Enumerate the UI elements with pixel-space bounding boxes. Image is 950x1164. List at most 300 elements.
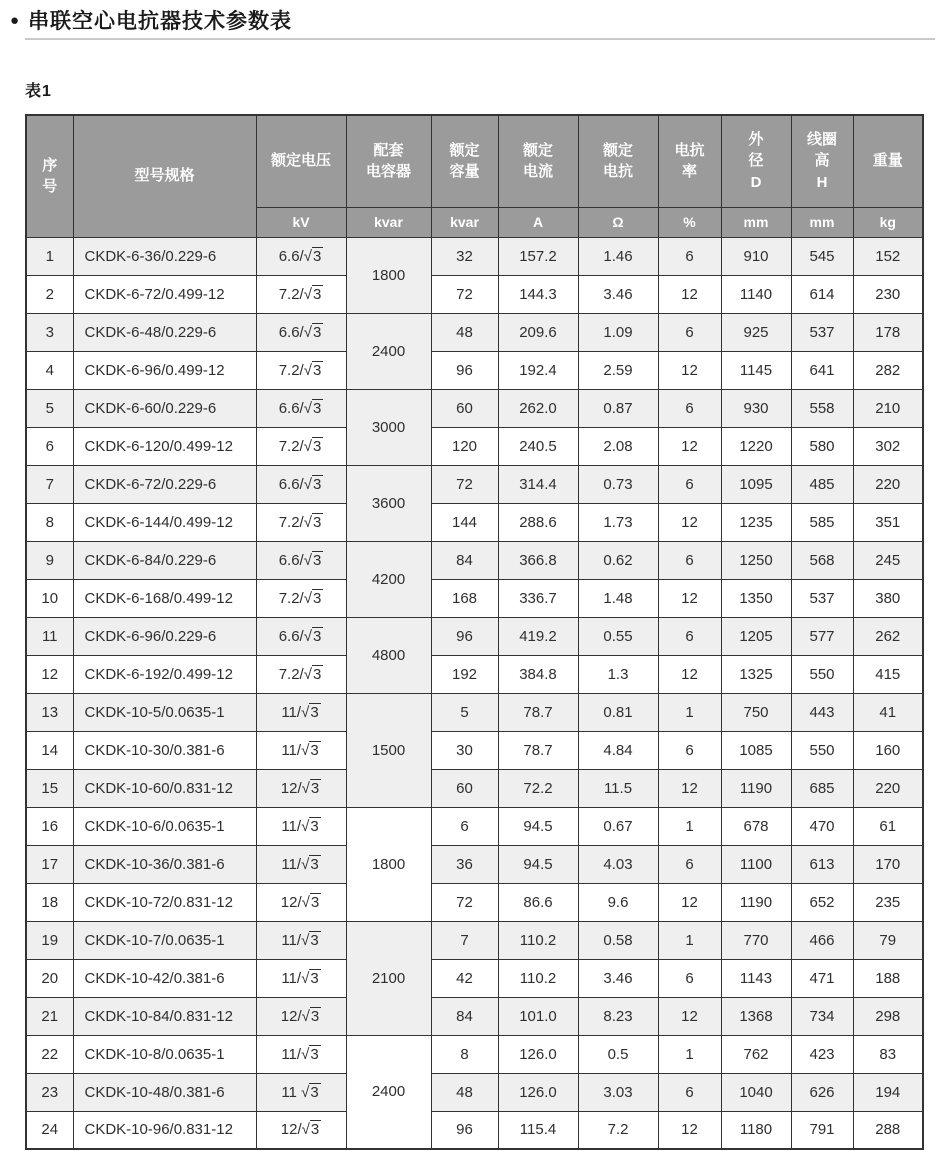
- cell-weight: 415: [853, 655, 923, 693]
- sqrt-radicand: 3: [312, 399, 322, 417]
- cell-diameter: 1205: [721, 617, 791, 655]
- cell-weight: 380: [853, 579, 923, 617]
- cell-voltage: 11/√3: [256, 807, 346, 845]
- table-row: [26, 313, 923, 351]
- table-body: [26, 237, 923, 1149]
- column-unit-weight: kg: [853, 207, 923, 237]
- table-row: [26, 579, 923, 617]
- column-unit-voltage: kV: [256, 207, 346, 237]
- cell-rate: 12: [658, 655, 721, 693]
- cell-coil-height: 641: [791, 351, 853, 389]
- cell-model: CKDK-10-36/0.381-6: [73, 845, 256, 883]
- cell-current: 262.0: [498, 389, 578, 427]
- cell-reactance: 7.2: [578, 1111, 658, 1149]
- sqrt-radicand: 3: [312, 323, 322, 341]
- cell-rate: 6: [658, 313, 721, 351]
- cell-coil-height: 550: [791, 731, 853, 769]
- cell-diameter: 1143: [721, 959, 791, 997]
- column-unit-reactance: Ω: [578, 207, 658, 237]
- table-row: [26, 1035, 923, 1073]
- table-row: [26, 997, 923, 1035]
- cell-rate: 12: [658, 883, 721, 921]
- sqrt-symbol: √: [303, 247, 312, 265]
- cell-coil-height: 558: [791, 389, 853, 427]
- cell-current: 366.8: [498, 541, 578, 579]
- column-header-rate: 电抗 率: [658, 115, 721, 207]
- sqrt-radicand: 3: [310, 779, 320, 797]
- cell-voltage: 7.2/√3: [256, 579, 346, 617]
- cell-reactance: 3.03: [578, 1073, 658, 1111]
- cell-capacity: 84: [431, 997, 498, 1035]
- cell-model: CKDK-6-120/0.499-12: [73, 427, 256, 465]
- cell-coil-height: 791: [791, 1111, 853, 1149]
- cell-weight: 351: [853, 503, 923, 541]
- cell-weight: 245: [853, 541, 923, 579]
- cell-capacity: 144: [431, 503, 498, 541]
- sqrt-symbol: √: [303, 399, 312, 417]
- page-title-bar: [0, 6, 950, 34]
- cell-current: 192.4: [498, 351, 578, 389]
- cell-diameter: 925: [721, 313, 791, 351]
- cell-voltage: 12/√3: [256, 997, 346, 1035]
- sqrt-symbol: √: [303, 589, 312, 607]
- cell-model: CKDK-6-72/0.499-12: [73, 275, 256, 313]
- cell-current: 94.5: [498, 807, 578, 845]
- cell-reactance: 9.6: [578, 883, 658, 921]
- cell-weight: 178: [853, 313, 923, 351]
- cell-diameter: 1250: [721, 541, 791, 579]
- cell-voltage: 6.6/√3: [256, 541, 346, 579]
- sqrt-symbol: √: [301, 1083, 310, 1101]
- cell-rate: 1: [658, 1035, 721, 1073]
- cell-rate: 6: [658, 959, 721, 997]
- cell-weight: 188: [853, 959, 923, 997]
- cell-diameter: 1235: [721, 503, 791, 541]
- cell-model: CKDK-6-72/0.229-6: [73, 465, 256, 503]
- cell-current: 314.4: [498, 465, 578, 503]
- cell-weight: 302: [853, 427, 923, 465]
- cell-current: 72.2: [498, 769, 578, 807]
- cell-voltage: 7.2/√3: [256, 275, 346, 313]
- cell-serial: 5: [26, 389, 73, 427]
- cell-capacity: 30: [431, 731, 498, 769]
- cell-coil-height: 577: [791, 617, 853, 655]
- cell-rate: 12: [658, 769, 721, 807]
- cell-diameter: 770: [721, 921, 791, 959]
- cell-voltage: 11 √3: [256, 1073, 346, 1111]
- cell-voltage: 6.6/√3: [256, 465, 346, 503]
- sqrt-radicand: 3: [310, 893, 320, 911]
- cell-reactance: 0.81: [578, 693, 658, 731]
- cell-voltage: 6.6/√3: [256, 389, 346, 427]
- cell-model: CKDK-10-6/0.0635-1: [73, 807, 256, 845]
- cell-serial: 13: [26, 693, 73, 731]
- sqrt-symbol: √: [301, 1121, 310, 1139]
- cell-rate: 12: [658, 997, 721, 1035]
- cell-coil-height: 568: [791, 541, 853, 579]
- sqrt-radicand: 3: [312, 475, 322, 493]
- cell-reactance: 4.03: [578, 845, 658, 883]
- cell-voltage: 11/√3: [256, 845, 346, 883]
- cell-rate: 6: [658, 1073, 721, 1111]
- table-row: [26, 807, 923, 845]
- cell-weight: 210: [853, 389, 923, 427]
- cell-coil-height: 585: [791, 503, 853, 541]
- cell-current: 110.2: [498, 921, 578, 959]
- sqrt-symbol: √: [303, 285, 312, 303]
- cell-capacitor: 2400: [346, 313, 431, 389]
- cell-serial: 6: [26, 427, 73, 465]
- cell-current: 144.3: [498, 275, 578, 313]
- cell-diameter: 1325: [721, 655, 791, 693]
- sqrt-radicand: 3: [310, 855, 319, 873]
- cell-rate: 6: [658, 617, 721, 655]
- cell-diameter: 1140: [721, 275, 791, 313]
- cell-model: CKDK-10-48/0.381-6: [73, 1073, 256, 1111]
- sqrt-symbol: √: [303, 475, 312, 493]
- table-row: [26, 617, 923, 655]
- cell-serial: 12: [26, 655, 73, 693]
- cell-diameter: 1085: [721, 731, 791, 769]
- table-row: [26, 275, 923, 313]
- cell-coil-height: 466: [791, 921, 853, 959]
- sqrt-radicand: 3: [310, 1083, 319, 1101]
- cell-model: CKDK-10-96/0.831-12: [73, 1111, 256, 1149]
- column-header-model: 型号规格: [73, 115, 256, 237]
- cell-current: 384.8: [498, 655, 578, 693]
- sqrt-radicand: 3: [312, 513, 322, 531]
- cell-serial: 9: [26, 541, 73, 579]
- sqrt-symbol: √: [303, 361, 312, 379]
- cell-weight: 288: [853, 1111, 923, 1149]
- sqrt-radicand: 3: [312, 551, 322, 569]
- cell-capacity: 7: [431, 921, 498, 959]
- column-header-serial: 序 号: [26, 115, 73, 237]
- cell-coil-height: 423: [791, 1035, 853, 1073]
- cell-model: CKDK-10-7/0.0635-1: [73, 921, 256, 959]
- column-header-current: 额定 电流: [498, 115, 578, 207]
- cell-capacity: 42: [431, 959, 498, 997]
- cell-coil-height: 537: [791, 579, 853, 617]
- cell-current: 419.2: [498, 617, 578, 655]
- cell-diameter: 750: [721, 693, 791, 731]
- sqrt-symbol: √: [301, 817, 310, 835]
- table-row: [26, 465, 923, 503]
- cell-reactance: 0.67: [578, 807, 658, 845]
- cell-serial: 21: [26, 997, 73, 1035]
- cell-rate: 12: [658, 427, 721, 465]
- cell-capacity: 168: [431, 579, 498, 617]
- cell-capacitor: 2100: [346, 921, 431, 1035]
- sqrt-symbol: √: [301, 1045, 310, 1063]
- cell-model: CKDK-10-5/0.0635-1: [73, 693, 256, 731]
- cell-capacity: 60: [431, 769, 498, 807]
- cell-model: CKDK-6-84/0.229-6: [73, 541, 256, 579]
- cell-coil-height: 580: [791, 427, 853, 465]
- table-row: [26, 351, 923, 389]
- cell-current: 101.0: [498, 997, 578, 1035]
- table-row: [26, 693, 923, 731]
- cell-current: 157.2: [498, 237, 578, 275]
- cell-model: CKDK-10-30/0.381-6: [73, 731, 256, 769]
- table-row: [26, 655, 923, 693]
- cell-capacity: 120: [431, 427, 498, 465]
- cell-reactance: 0.5: [578, 1035, 658, 1073]
- cell-voltage: 12/√3: [256, 883, 346, 921]
- cell-serial: 4: [26, 351, 73, 389]
- cell-reactance: 3.46: [578, 275, 658, 313]
- cell-coil-height: 443: [791, 693, 853, 731]
- cell-voltage: 6.6/√3: [256, 237, 346, 275]
- cell-capacity: 84: [431, 541, 498, 579]
- cell-capacity: 32: [431, 237, 498, 275]
- table-row: [26, 541, 923, 579]
- cell-diameter: 762: [721, 1035, 791, 1073]
- cell-rate: 12: [658, 1111, 721, 1149]
- cell-diameter: 1180: [721, 1111, 791, 1149]
- cell-reactance: 2.08: [578, 427, 658, 465]
- cell-capacity: 192: [431, 655, 498, 693]
- cell-weight: 220: [853, 465, 923, 503]
- cell-voltage: 6.6/√3: [256, 617, 346, 655]
- cell-serial: 18: [26, 883, 73, 921]
- cell-capacitor: 4800: [346, 617, 431, 693]
- column-header-diameter: 外 径 D: [721, 115, 791, 207]
- sqrt-symbol: √: [301, 893, 310, 911]
- cell-reactance: 0.73: [578, 465, 658, 503]
- table-row: [26, 959, 923, 997]
- cell-weight: 83: [853, 1035, 923, 1073]
- cell-serial: 8: [26, 503, 73, 541]
- cell-rate: 6: [658, 731, 721, 769]
- column-header-capacitor: 配套 电容器: [346, 115, 431, 207]
- cell-model: CKDK-10-8/0.0635-1: [73, 1035, 256, 1073]
- cell-weight: 194: [853, 1073, 923, 1111]
- cell-model: CKDK-6-168/0.499-12: [73, 579, 256, 617]
- cell-voltage: 7.2/√3: [256, 351, 346, 389]
- cell-weight: 170: [853, 845, 923, 883]
- sqrt-radicand: 3: [312, 361, 322, 379]
- cell-voltage: 11/√3: [256, 1035, 346, 1073]
- cell-model: CKDK-6-96/0.229-6: [73, 617, 256, 655]
- column-header-capacity: 额定 容量: [431, 115, 498, 207]
- cell-diameter: 1095: [721, 465, 791, 503]
- cell-reactance: 0.87: [578, 389, 658, 427]
- cell-voltage: 7.2/√3: [256, 655, 346, 693]
- sqrt-radicand: 3: [310, 817, 319, 835]
- sqrt-radicand: 3: [310, 1045, 319, 1063]
- title-divider: [25, 38, 935, 40]
- parameters-table: [25, 114, 924, 1150]
- table-row: [26, 1073, 923, 1111]
- cell-weight: 61: [853, 807, 923, 845]
- cell-reactance: 0.58: [578, 921, 658, 959]
- column-header-weight: 重量: [853, 115, 923, 207]
- cell-model: CKDK-6-96/0.499-12: [73, 351, 256, 389]
- cell-diameter: 930: [721, 389, 791, 427]
- cell-voltage: 11/√3: [256, 731, 346, 769]
- cell-capacity: 96: [431, 351, 498, 389]
- cell-weight: 79: [853, 921, 923, 959]
- column-unit-capacitor: kvar: [346, 207, 431, 237]
- table-row: [26, 845, 923, 883]
- cell-weight: 160: [853, 731, 923, 769]
- bullet-icon: ●: [10, 11, 20, 29]
- sqrt-radicand: 3: [312, 627, 322, 645]
- cell-serial: 7: [26, 465, 73, 503]
- table-row: [26, 731, 923, 769]
- cell-reactance: 1.09: [578, 313, 658, 351]
- cell-diameter: 1350: [721, 579, 791, 617]
- table-row: [26, 1111, 923, 1149]
- cell-voltage: 6.6/√3: [256, 313, 346, 351]
- sqrt-symbol: √: [301, 703, 310, 721]
- cell-serial: 3: [26, 313, 73, 351]
- cell-serial: 15: [26, 769, 73, 807]
- cell-capacity: 48: [431, 313, 498, 351]
- cell-capacity: 36: [431, 845, 498, 883]
- cell-coil-height: 470: [791, 807, 853, 845]
- cell-capacity: 96: [431, 617, 498, 655]
- cell-weight: 298: [853, 997, 923, 1035]
- cell-model: CKDK-10-60/0.831-12: [73, 769, 256, 807]
- column-header-reactance: 额定 电抗: [578, 115, 658, 207]
- cell-capacitor: 1800: [346, 807, 431, 921]
- cell-rate: 6: [658, 389, 721, 427]
- sqrt-symbol: √: [303, 437, 312, 455]
- cell-diameter: 1368: [721, 997, 791, 1035]
- cell-serial: 1: [26, 237, 73, 275]
- cell-rate: 1: [658, 693, 721, 731]
- cell-weight: 230: [853, 275, 923, 313]
- cell-rate: 12: [658, 351, 721, 389]
- sqrt-radicand: 3: [310, 703, 319, 721]
- cell-model: CKDK-6-48/0.229-6: [73, 313, 256, 351]
- cell-diameter: 1040: [721, 1073, 791, 1111]
- column-header-coil_height: 线圈 高 H: [791, 115, 853, 207]
- cell-coil-height: 545: [791, 237, 853, 275]
- cell-serial: 14: [26, 731, 73, 769]
- cell-diameter: 678: [721, 807, 791, 845]
- sqrt-symbol: √: [303, 513, 312, 531]
- cell-model: CKDK-10-84/0.831-12: [73, 997, 256, 1035]
- cell-current: 209.6: [498, 313, 578, 351]
- cell-rate: 12: [658, 503, 721, 541]
- cell-capacity: 5: [431, 693, 498, 731]
- cell-current: 110.2: [498, 959, 578, 997]
- cell-reactance: 1.48: [578, 579, 658, 617]
- cell-serial: 11: [26, 617, 73, 655]
- cell-capacitor: 3000: [346, 389, 431, 465]
- cell-rate: 6: [658, 845, 721, 883]
- cell-coil-height: 550: [791, 655, 853, 693]
- cell-model: CKDK-6-60/0.229-6: [73, 389, 256, 427]
- cell-serial: 23: [26, 1073, 73, 1111]
- cell-current: 94.5: [498, 845, 578, 883]
- column-unit-current: A: [498, 207, 578, 237]
- sqrt-radicand: 3: [310, 741, 319, 759]
- cell-serial: 17: [26, 845, 73, 883]
- cell-serial: 24: [26, 1111, 73, 1149]
- cell-weight: 41: [853, 693, 923, 731]
- cell-voltage: 7.2/√3: [256, 427, 346, 465]
- sqrt-symbol: √: [301, 779, 310, 797]
- cell-rate: 1: [658, 921, 721, 959]
- table-row: [26, 427, 923, 465]
- cell-capacity: 6: [431, 807, 498, 845]
- cell-capacitor: 1500: [346, 693, 431, 807]
- cell-current: 86.6: [498, 883, 578, 921]
- table-row: [26, 883, 923, 921]
- cell-coil-height: 485: [791, 465, 853, 503]
- cell-reactance: 1.46: [578, 237, 658, 275]
- cell-reactance: 0.62: [578, 541, 658, 579]
- table-label: 表1: [25, 83, 52, 100]
- cell-current: 240.5: [498, 427, 578, 465]
- cell-model: CKDK-6-192/0.499-12: [73, 655, 256, 693]
- cell-coil-height: 537: [791, 313, 853, 351]
- cell-capacity: 8: [431, 1035, 498, 1073]
- cell-diameter: 1190: [721, 883, 791, 921]
- cell-diameter: 1145: [721, 351, 791, 389]
- cell-serial: 2: [26, 275, 73, 313]
- table-row: [26, 389, 923, 427]
- cell-rate: 12: [658, 275, 721, 313]
- cell-serial: 16: [26, 807, 73, 845]
- sqrt-symbol: √: [303, 627, 312, 645]
- sqrt-symbol: √: [301, 1007, 310, 1025]
- sqrt-symbol: √: [303, 323, 312, 341]
- cell-model: CKDK-6-144/0.499-12: [73, 503, 256, 541]
- cell-capacity: 72: [431, 275, 498, 313]
- cell-coil-height: 685: [791, 769, 853, 807]
- cell-model: CKDK-10-42/0.381-6: [73, 959, 256, 997]
- cell-current: 336.7: [498, 579, 578, 617]
- cell-current: 78.7: [498, 731, 578, 769]
- cell-reactance: 4.84: [578, 731, 658, 769]
- table-row: [26, 237, 923, 275]
- cell-diameter: 1100: [721, 845, 791, 883]
- sqrt-symbol: √: [301, 855, 310, 873]
- cell-capacity: 60: [431, 389, 498, 427]
- column-header-voltage: 额定电压: [256, 115, 346, 207]
- cell-current: 115.4: [498, 1111, 578, 1149]
- column-unit-diameter: mm: [721, 207, 791, 237]
- cell-capacity: 96: [431, 1111, 498, 1149]
- cell-coil-height: 614: [791, 275, 853, 313]
- table-row: [26, 769, 923, 807]
- table-row: [26, 921, 923, 959]
- cell-rate: 1: [658, 807, 721, 845]
- sqrt-symbol: √: [301, 741, 310, 759]
- cell-serial: 20: [26, 959, 73, 997]
- cell-weight: 235: [853, 883, 923, 921]
- column-unit-capacity: kvar: [431, 207, 498, 237]
- cell-weight: 282: [853, 351, 923, 389]
- cell-reactance: 2.59: [578, 351, 658, 389]
- cell-reactance: 3.46: [578, 959, 658, 997]
- column-unit-coil_height: mm: [791, 207, 853, 237]
- table-row: [26, 503, 923, 541]
- table-head: [26, 115, 923, 237]
- sqrt-symbol: √: [301, 969, 310, 987]
- cell-capacity: 72: [431, 883, 498, 921]
- sqrt-radicand: 3: [310, 1121, 320, 1139]
- cell-coil-height: 613: [791, 845, 853, 883]
- cell-voltage: 11/√3: [256, 959, 346, 997]
- sqrt-symbol: √: [303, 665, 312, 683]
- cell-coil-height: 626: [791, 1073, 853, 1111]
